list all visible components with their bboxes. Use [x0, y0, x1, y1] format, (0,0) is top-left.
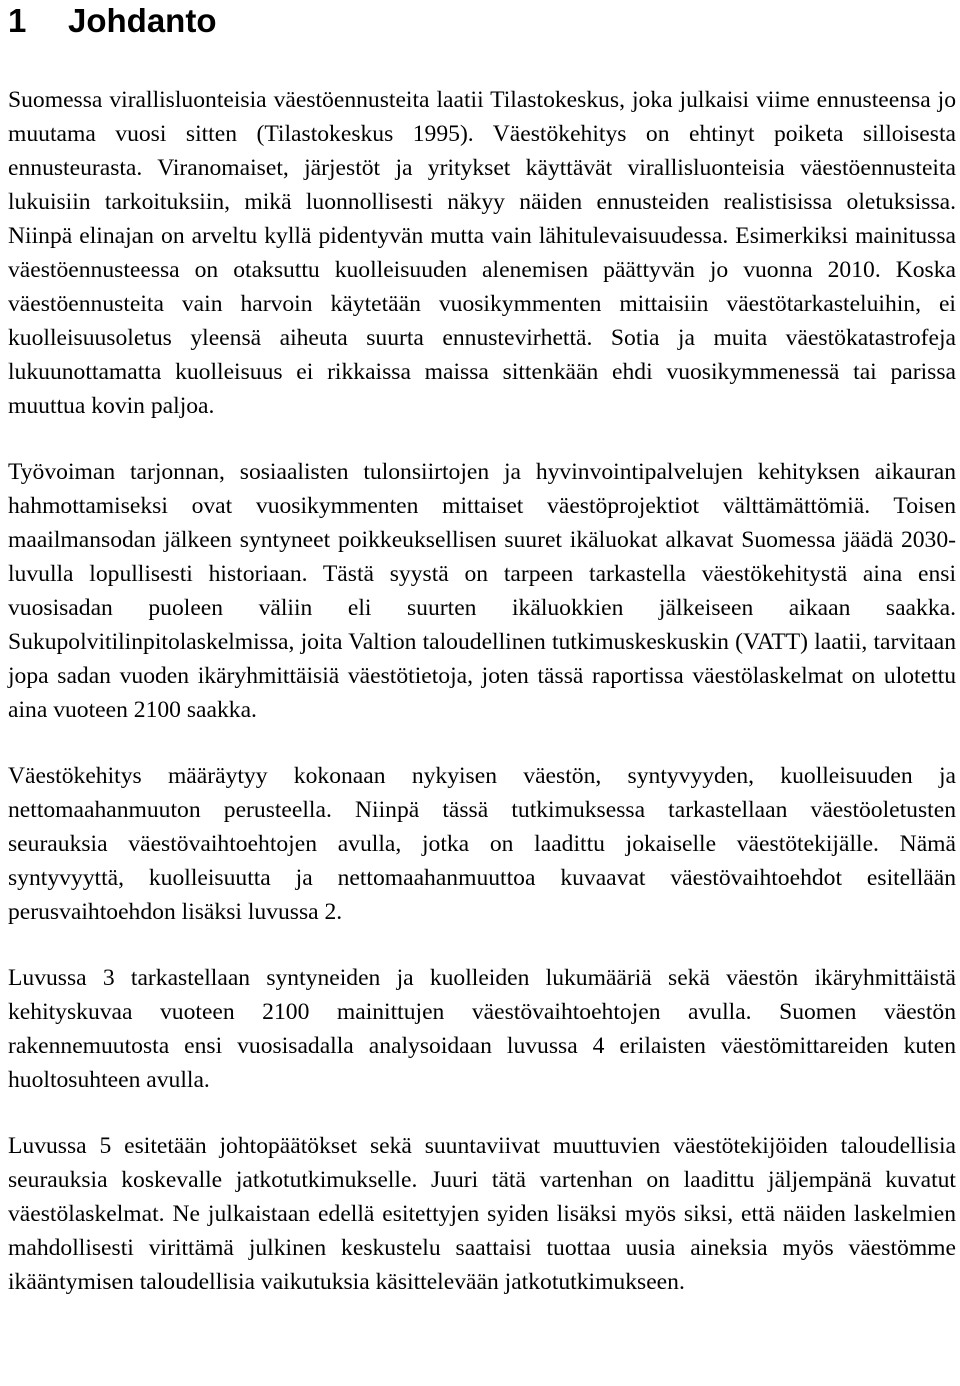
- document-page: [8, 0, 956, 1299]
- paragraph-3: Väestökehitys määräytyy kokonaan nykyisen väestön, syntyvyyden, kuolleisuuden ja nettomaahanmuuton perusteella. Niinpä tässä tutkimuksessa tarkastellaan väestöoletusten seurauksia väestövaihtoehtojen avulla, jotka on laadittu jokaiselle väestötekijälle. Nämä syntyvyyttä, kuolleisuutta ja nettomaahanmuuttoa kuvaavat väestövaihtoehdot esitellään perusvaihtoehdon lisäksi luvussa 2.: [8, 763, 956, 925]
- paragraph-1: Suomessa virallisluonteisia väestöennusteita laatii Tilastokeskus, joka julkaisi viime ennusteensa jo muutama vuosi sitten (Tilastokeskus 1995). Väestökehitys on ehtinyt poiketa silloisesta ennusteurasta. Viranomaiset, järjestöt ja yritykset käyttävät virallisluonteisia väestöennusteita lukuisiin tarkoituksiin, mikä luonnollisesti näkyy näiden ennusteiden realistisissa oletuksissa. Niinpä elinajan on arveltu kyllä pidentyvän mutta vain lähitulevaisuudessa. Esimerkiksi mainitussa väestöennusteessa on otaksuttu kuolleisuuden alenemisen päättyvän jo vuonna 2010. Koska väestöennusteita vain harvoin käytetään vuosikymmenten mittaisiin väestötarkasteluihin, ei kuolleisuusoletus yleensä aiheuta suurta ennustevirhettä. Sotia ja muita väestökatastrofeja lukuunottamatta kuolleisuus ei rikkaissa maissa sittenkään ehdi vuosikymmenessä tai parissa muuttua kovin paljoa.: [8, 87, 956, 419]
- section-title: Johdanto: [68, 2, 217, 39]
- section-heading: [8, 0, 956, 52]
- paragraph-4: Luvussa 3 tarkastellaan syntyneiden ja kuolleiden lukumääriä sekä väestön ikäryhmittäistä kehityskuvaa vuoteen 2100 mainittujen väestövaihtoehtojen avulla. Suomen väestön rakennemuutosta ensi vuosisadalla analysoidaan luvussa 4 erilaisten väestömittareiden kuten huoltosuhteen avulla.: [8, 965, 956, 1093]
- paragraph-2: Työvoiman tarjonnan, sosiaalisten tulonsiirtojen ja hyvinvointipalvelujen kehityksen aikauran hahmottamiseksi ovat vuosikymmenten mittaiset väestöprojektiot välttämättömiä. Toisen maailmansodan jälkeen syntyneet poikkeuksellisen suuret ikäluokat alkavat Suomessa jäädä 2030-luvulla lopullisesti historiaan. Tästä syystä on tarpeen tarkastella väestökehitystä aina ensi vuosisadan puoleen väliin eli suurten ikäluokkien jälkeiseen aikaan saakka. Sukupolvitilinpitolaskelmissa, joita Valtion taloudellinen tutkimuskeskuskin (VATT) laatii, tarvitaan jopa sadan vuoden ikäryhmittäisiä väestötietoja, joten tässä raportissa väestölaskelmat on ulotettu aina vuoteen 2100 saakka.: [8, 459, 956, 723]
- section-number: 1: [8, 2, 27, 39]
- paragraph-5: Luvussa 5 esitetään johtopäätökset sekä suuntaviivat muuttuvien väestötekijöiden taloudellisia seurauksia koskevalle jatkotutkimukselle. Juuri tätä vartenhan on laadittu jäljempänä kuvatut väestölaskelmat. Ne julkaistaan edellä esitettyjen syiden lisäksi myös siksi, että näiden laskelmien mahdollisesti virittämä julkinen keskustelu saattaisi tuottaa uusia aineksia myös väestömme ikääntymisen taloudellisia vaikutuksia käsittelevään jatkotutkimukseen.: [8, 1133, 956, 1295]
